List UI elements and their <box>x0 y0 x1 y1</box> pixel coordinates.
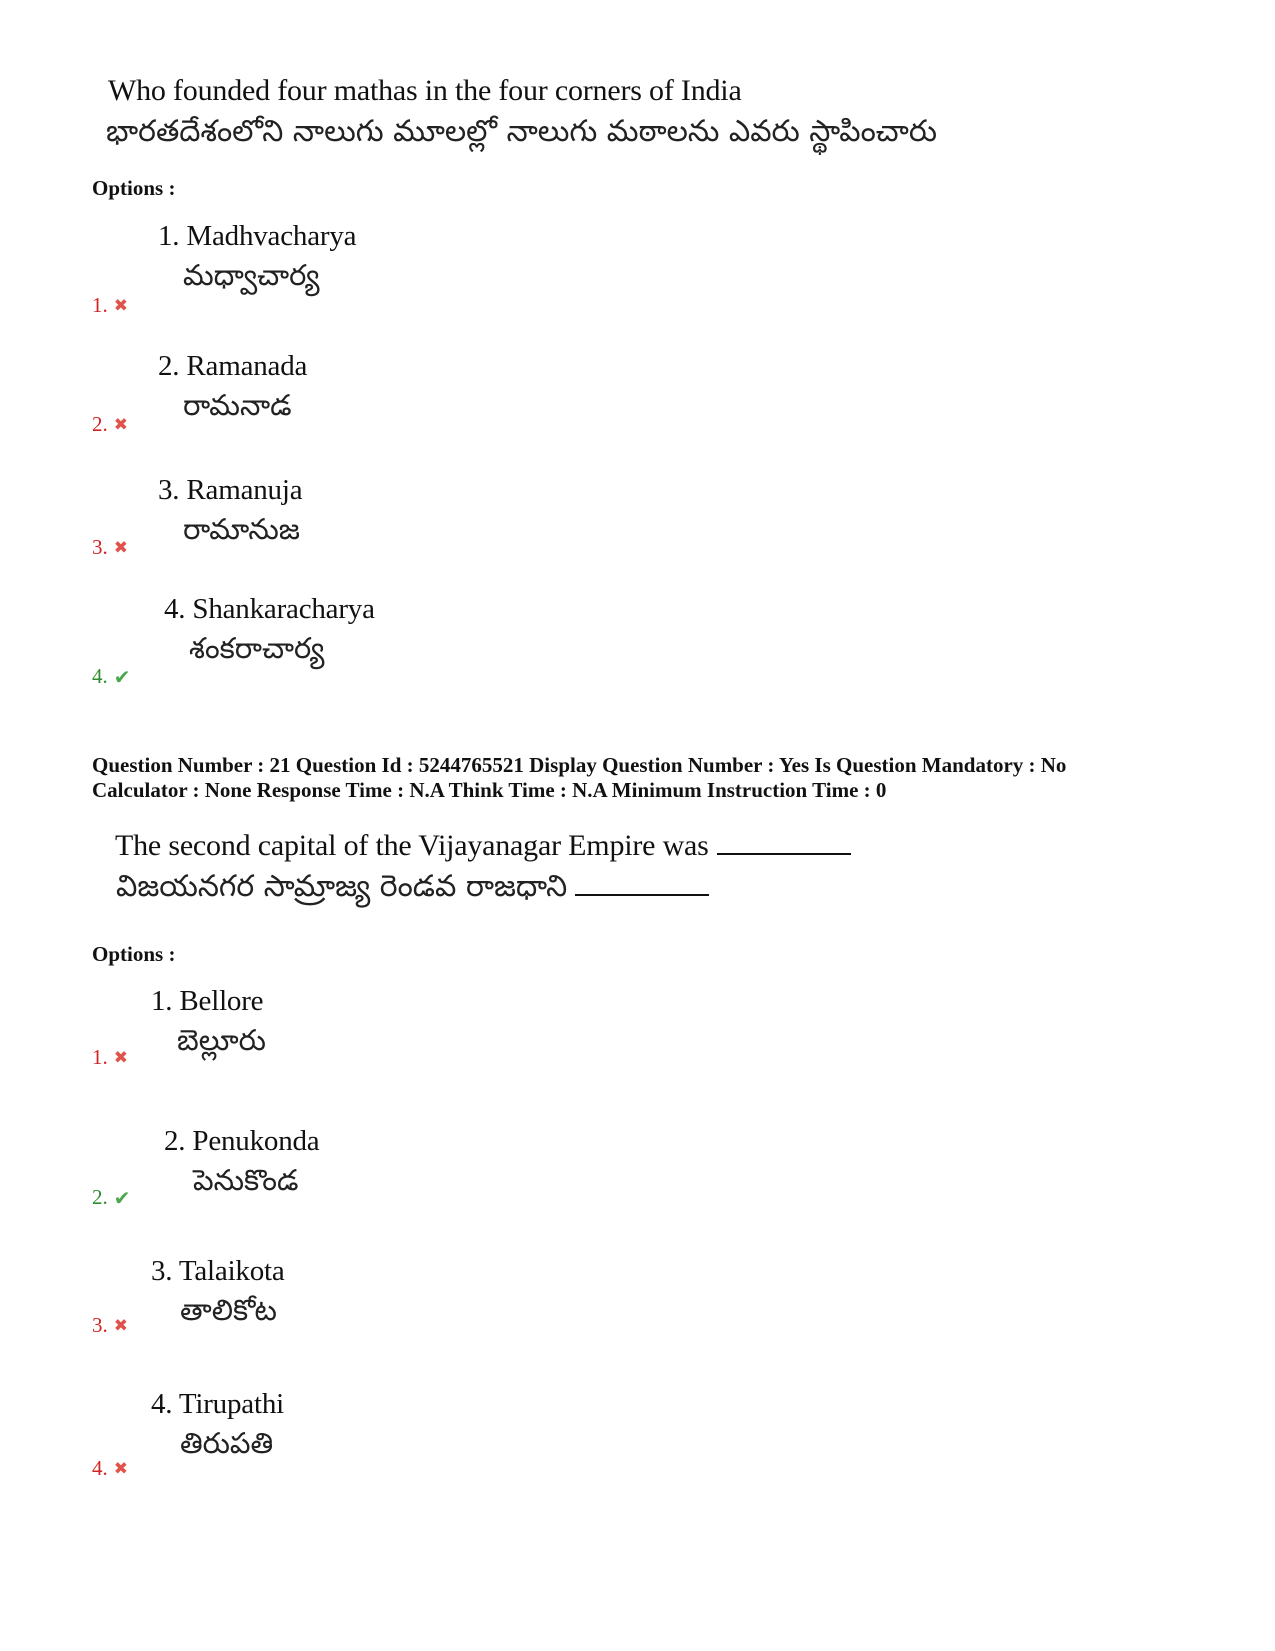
option-text-en: 4. Shankaracharya <box>164 593 375 625</box>
option-text-te: శంకరాచార్య <box>189 631 325 665</box>
option-text-en: 3. Ramanuja <box>158 474 303 506</box>
option-marker <box>92 535 128 560</box>
answer-blank <box>575 872 709 896</box>
option-text-en: 1. Bellore <box>151 985 264 1017</box>
cross-icon: ✖ <box>113 295 128 316</box>
option-text-en: 4. Tirupathi <box>151 1388 284 1420</box>
option-marker <box>92 1456 128 1481</box>
option-marker <box>92 412 128 437</box>
option-text-en: 1. Madhvacharya <box>158 220 357 252</box>
option-marker <box>92 1313 128 1338</box>
option-number: 3. <box>92 535 108 559</box>
option-text-te: బెల్లూరు <box>177 1023 266 1057</box>
question-text-te: భారతదేశంలోని నాలుగు మూలల్లో నాలుగు మఠాలను ఎవరు స్థాపించారు <box>106 114 938 149</box>
question-text-en <box>115 829 851 863</box>
option-text-te: పెనుకొండ <box>193 1163 299 1197</box>
check-icon: ✔ <box>113 1185 131 1210</box>
option-number: 1. <box>92 1045 108 1069</box>
option-text-te: తాలికోట <box>180 1293 277 1327</box>
question-text-te <box>116 869 709 911</box>
option-number: 2. <box>92 412 108 436</box>
option-text-en: 2. Penukonda <box>164 1125 320 1157</box>
option-number: 4. <box>92 1456 108 1480</box>
option-marker <box>92 664 131 689</box>
option-number: 4. <box>92 664 108 688</box>
answer-blank <box>717 831 851 855</box>
option-text-en: 2. Ramanada <box>158 350 308 382</box>
options-label: Options : <box>92 176 176 200</box>
option-text-te: రామానుజ <box>183 512 300 546</box>
option-text-te: తిరుపతి <box>180 1426 274 1460</box>
cross-icon: ✖ <box>113 537 128 558</box>
option-marker <box>92 293 128 318</box>
question-meta-line2: Calculator : None Response Time : N.A Think Time : N.A Minimum Instruction Time : 0 <box>92 778 887 802</box>
cross-icon: ✖ <box>113 1458 128 1479</box>
question-meta-line1: Question Number : 21 Question Id : 5244765521 Display Question Number : Yes Is Question Mandatory : No <box>92 753 1067 777</box>
question-text: విజయనగర సామ్రాజ్య రెండవ రాజధాని <box>116 869 568 904</box>
option-number: 2. <box>92 1185 108 1209</box>
cross-icon: ✖ <box>113 1315 128 1336</box>
question-text-en: Who founded four mathas in the four corners of India <box>108 74 742 107</box>
option-number: 3. <box>92 1313 108 1337</box>
options-label: Options : <box>92 942 176 966</box>
option-text-en: 3. Talaikota <box>151 1255 285 1287</box>
question-text: The second capital of the Vijayanagar Empire was <box>115 829 709 862</box>
option-number: 1. <box>92 293 108 317</box>
cross-icon: ✖ <box>113 414 128 435</box>
option-text-te: మధ్వాచార్య <box>183 258 320 292</box>
cross-icon: ✖ <box>113 1047 128 1068</box>
option-marker <box>92 1045 128 1070</box>
check-icon: ✔ <box>113 664 131 689</box>
option-text-te: రామనాడ <box>183 388 292 422</box>
option-marker <box>92 1185 131 1210</box>
